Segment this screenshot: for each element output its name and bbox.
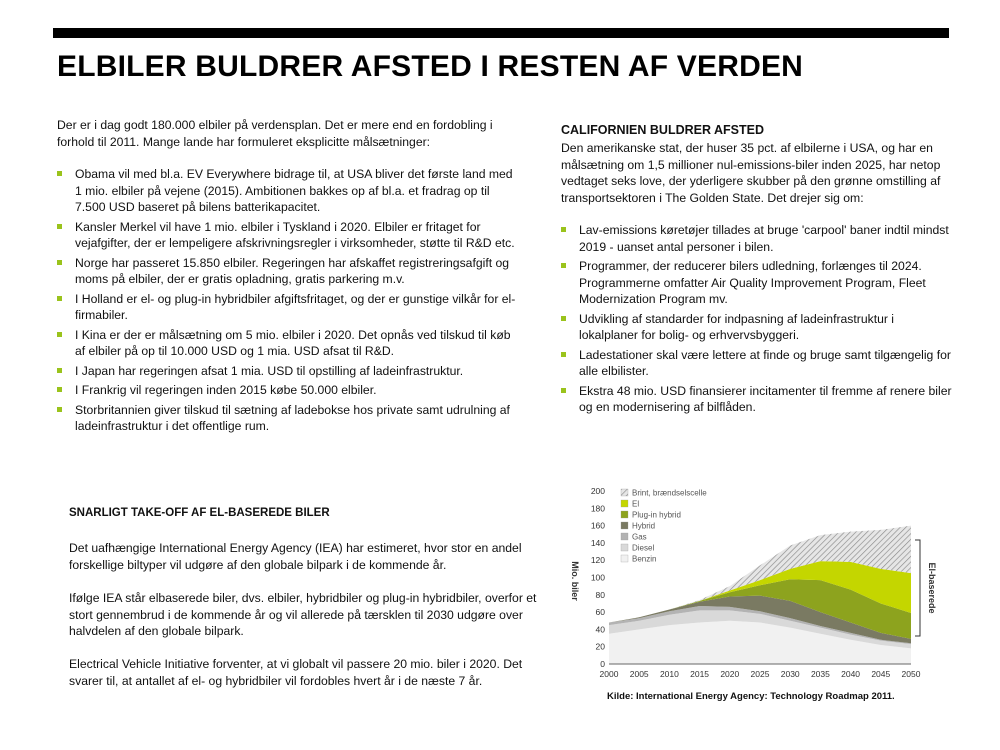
legend-swatch <box>621 544 628 551</box>
list-item: Programmer, der reducerer bilers udledning, forlænges til 2024. Programmerne omfatter Air Quality Improvement Program, Fleet Modernization Program mv. <box>561 258 956 308</box>
legend-swatch <box>621 511 628 518</box>
takeoff-paragraph: Electrical Vehicle Initiative forventer, at vi globalt vil passere 20 mio. biler i 2020. Det svarer til, at antallet af el- og hybridbiler vil fordobles hvert år i de næste 7 år. <box>69 657 523 688</box>
x-tick-label: 2015 <box>690 669 710 679</box>
list-item: I Frankrig vil regeringen inden 2015 købe 50.000 elbiler. <box>57 382 517 399</box>
legend-label: Plug-in hybrid <box>632 510 681 520</box>
x-tick-label: 2025 <box>750 669 770 679</box>
legend-swatch <box>621 489 628 496</box>
el-baserede-bracket <box>915 540 920 636</box>
california-heading: CALIFORNIEN BULDRER AFSTED <box>561 123 765 137</box>
legend-swatch <box>621 533 628 540</box>
x-tick-label: 2050 <box>901 669 921 679</box>
y-tick-label: 20 <box>595 641 605 652</box>
list-item: Kansler Merkel vil have 1 mio. elbiler i Tyskland i 2020. Elbiler er fritaget for vejafgifter, der er lempeligere afskrivningsregler i virksomheder, støtte til R&D etc. <box>57 219 517 252</box>
chart-source: Kilde: International Energy Agency: Technology Roadmap 2011. <box>607 691 895 702</box>
list-item: Udvikling af standarder for indpasning af ladeinfrastruktur i lokalplaner for bolig- og erhvervsbyggeri. <box>561 311 956 344</box>
list-item: Norge har passeret 15.850 elbiler. Regeringen har afskaffet registreringsafgift og moms på elbiler, der er gratis opladning, gratis parkering m.v. <box>57 255 517 288</box>
intro-text: Der er i dag godt 180.000 elbiler på verdensplan. Det er mere end en fordobling i forhold til 2011. Mange lande har formuleret eksplicitte målsætninger: <box>57 118 493 149</box>
page-title: ELBILER BULDRER AFSTED I RESTEN AF VERDEN <box>57 50 804 83</box>
list-item: Ladestationer skal være lettere at finde og bruge samt tilgængelig for alle elbilister. <box>561 347 956 380</box>
x-tick-label: 2040 <box>841 669 861 679</box>
legend-swatch <box>621 555 628 562</box>
y-tick-label: 160 <box>590 520 605 531</box>
el-baserede-label: El-baserede <box>927 562 937 614</box>
ev-fleet-chart <box>565 483 955 713</box>
legend-label: Hybrid <box>632 521 656 531</box>
x-tick-label: 2010 <box>659 669 679 679</box>
california-text: Den amerikanske stat, der huser 35 pct. af elbilerne i USA, og har en målsætning om 1,5 millioner nul-emissions-biler inden 2025, har netop vedtaget seks love, der yderligere skubber på den grønne omstilling af transportsektoren i The Golden State. Det drejer sig om: <box>561 141 941 205</box>
y-tick-label: 100 <box>590 572 605 583</box>
legend-label: Brint, brændselscelle <box>632 488 707 498</box>
legend-label: Benzin <box>632 554 657 564</box>
x-tick-label: 2005 <box>629 669 649 679</box>
y-tick-label: 140 <box>590 537 605 548</box>
y-tick-label: 80 <box>595 589 605 600</box>
list-item: I Holland er el- og plug-in hybridbiler afgiftsfritaget, og der er gunstige vilkår for el-firmabiler. <box>57 291 517 324</box>
california-list <box>561 222 956 419</box>
list-item: Lav-emissions køretøjer tillades at bruge 'carpool' baner indtil mindst 2019 - uanset antal personer i bilen. <box>561 222 956 255</box>
x-tick-label: 2035 <box>810 669 830 679</box>
takeoff-heading: SNARLIGT TAKE-OFF AF EL-BASEREDE BILER <box>69 507 330 519</box>
list-item: I Japan har regeringen afsat 1 mia. USD til opstilling af ladeinfrastruktur. <box>57 363 517 380</box>
y-tick-label: 60 <box>595 607 605 618</box>
takeoff-paragraph: Ifølge IEA står elbaserede biler, dvs. elbiler, hybridbiler og plug-in hybridbiler, overfor et stort gennembrud i de kommende år og vil allerede på tærsklen til 2030 udgøre over halvdelen af den globale bilpark. <box>69 591 537 638</box>
y-axis-label: Mio. biler <box>570 561 580 601</box>
list-item: I Kina er der er målsætning om 5 mio. elbiler i 2020. Det opnås ved tilskud til køb af elbiler på op til 10.000 USD og 1 mia. USD afsat til R&D. <box>57 327 517 360</box>
list-item: Obama vil med bl.a. EV Everywhere bidrage til, at USA bliver det første land med 1 mio. elbiler på vejene (2015). Ambitionen bakkes op af bl.a. et fradrag op til 7.500 USD baseret på bilens batterikapacitet. <box>57 166 517 216</box>
country-target-list <box>57 166 517 438</box>
top-bar <box>53 28 949 38</box>
y-tick-label: 0 <box>600 659 605 669</box>
x-tick-label: 2000 <box>599 669 619 679</box>
list-item: Ekstra 48 mio. USD finansierer incitamenter til fremme af renere biler og en modernisering af bilflåden. <box>561 383 956 416</box>
legend-label: El <box>632 499 640 509</box>
y-tick-label: 200 <box>590 486 605 496</box>
x-tick-label: 2045 <box>871 669 891 679</box>
y-tick-label: 180 <box>590 503 605 514</box>
y-tick-label: 40 <box>595 624 605 635</box>
legend-label: Diesel <box>632 543 655 553</box>
y-tick-label: 120 <box>590 555 605 566</box>
legend-swatch <box>621 500 628 507</box>
x-tick-label: 2020 <box>720 669 740 679</box>
x-tick-label: 2030 <box>780 669 800 679</box>
takeoff-paragraph: Det uafhængige International Energy Agency (IEA) har estimeret, hvor stor en andel forskellige biltyper vil udgøre af den globale bilpark i de kommende år. <box>69 541 522 572</box>
legend-label: Gas <box>632 532 647 542</box>
list-item: Storbritannien giver tilskud til sætning af ladebokse hos private samt udrulning af ladeinfrastruktur i det offentlige rum. <box>57 402 517 435</box>
legend-swatch <box>621 522 628 529</box>
